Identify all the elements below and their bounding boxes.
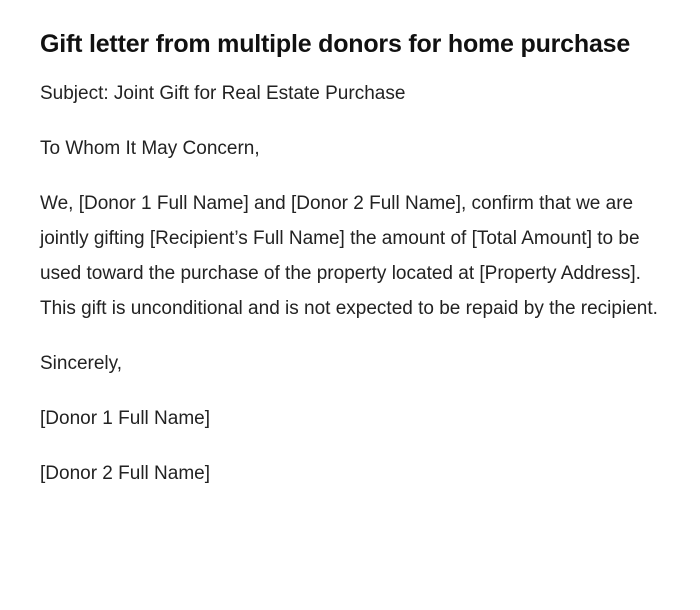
signature-donor-2: [Donor 2 Full Name] bbox=[40, 463, 211, 484]
closing-line: Sincerely, bbox=[40, 353, 123, 374]
body-paragraph: We, [Donor 1 Full Name] and [Donor 2 Full Name], confirm that we are jointly gifting [Recipient’s Full Name] the amount of [Total Amount] to be used toward the purchase of the property located at [Property Address]. This gift is unconditional and is not expected to be repaid by the recipient. bbox=[40, 193, 658, 319]
subject-line: Subject: Joint Gift for Real Estate Purchase bbox=[40, 83, 406, 104]
greeting-line: To Whom It May Concern, bbox=[40, 138, 260, 159]
signature-donor-1: [Donor 1 Full Name] bbox=[40, 408, 211, 429]
document-title: Gift letter from multiple donors for home purchase bbox=[40, 30, 631, 58]
